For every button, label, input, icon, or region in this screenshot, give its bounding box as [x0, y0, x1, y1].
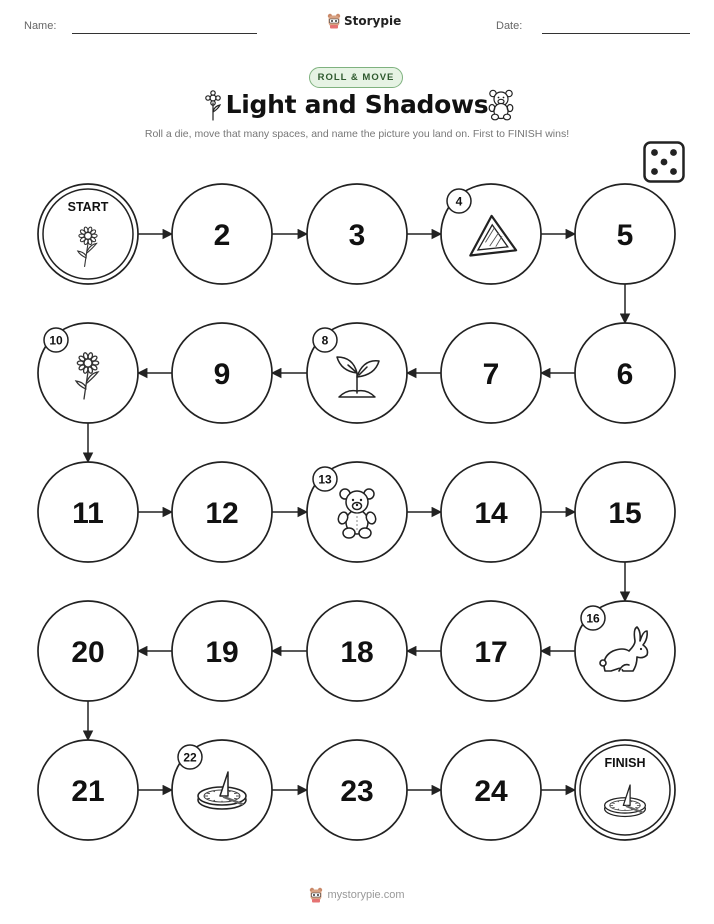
space-number: 12: [205, 497, 239, 530]
space-number: 22: [183, 750, 197, 765]
board-space-20[interactable]: [38, 601, 138, 701]
board-space-22[interactable]: [172, 740, 272, 840]
page-title: Light and Shadows: [225, 90, 489, 119]
board-space-24[interactable]: [441, 740, 541, 840]
space-number: 16: [586, 611, 600, 626]
space-number: 23: [340, 775, 374, 808]
board-space-21[interactable]: [38, 740, 138, 840]
instructions-text: Roll a die, move that many spaces, and name the picture you land on. First to FINISH wins!: [144, 128, 570, 140]
board-space-5[interactable]: [575, 184, 675, 284]
space-number: 11: [72, 497, 104, 530]
board-space-13[interactable]: [307, 462, 407, 562]
space-number: 10: [49, 333, 63, 348]
space-number: 6: [616, 358, 634, 391]
board-space-12[interactable]: [172, 462, 272, 562]
brand-name: Storypie: [344, 14, 402, 28]
space-number: 17: [474, 636, 508, 669]
board-space-18[interactable]: [307, 601, 407, 701]
board-space-14[interactable]: [441, 462, 541, 562]
name-label: Name:: [24, 20, 57, 32]
start-label: START: [67, 200, 109, 214]
space-number: 19: [205, 636, 239, 669]
footer-url: mystorypie.com: [327, 889, 405, 901]
finish-space[interactable]: [575, 740, 675, 840]
board-space-23[interactable]: [307, 740, 407, 840]
board-space-2[interactable]: [172, 184, 272, 284]
space-number: 18: [340, 636, 374, 669]
board-space-6[interactable]: [575, 323, 675, 423]
board-space-15[interactable]: [575, 462, 675, 562]
roll-and-move-badge: ROLL & MOVE: [309, 67, 403, 88]
board-space-4[interactable]: [441, 184, 541, 284]
space-number: 2: [213, 219, 231, 252]
board-space-9[interactable]: [172, 323, 272, 423]
space-number: 8: [321, 333, 329, 348]
space-number: 24: [474, 775, 508, 808]
space-number: 15: [608, 497, 642, 530]
board-space-8[interactable]: [307, 323, 407, 423]
board-space-16[interactable]: [575, 601, 675, 701]
board-space-19[interactable]: [172, 601, 272, 701]
board-space-17[interactable]: [441, 601, 541, 701]
finish-label: FINISH: [604, 756, 646, 770]
board-space-11[interactable]: [38, 462, 138, 562]
space-number: 7: [482, 358, 500, 391]
date-label: Date:: [496, 20, 523, 32]
storypie-bear-icon: [309, 887, 323, 903]
space-number: 14: [474, 497, 508, 530]
space-number: 5: [616, 219, 634, 252]
space-number: 3: [348, 219, 366, 252]
space-number: 9: [213, 358, 231, 391]
board-space-7[interactable]: [441, 323, 541, 423]
footer: [0, 887, 714, 903]
space-number: 20: [71, 636, 105, 669]
space-number: 13: [318, 472, 332, 487]
board-space-3[interactable]: [307, 184, 407, 284]
space-number: 21: [71, 775, 105, 808]
space-number: 4: [455, 194, 463, 209]
start-space[interactable]: [38, 184, 138, 284]
board-space-10[interactable]: [38, 323, 138, 423]
